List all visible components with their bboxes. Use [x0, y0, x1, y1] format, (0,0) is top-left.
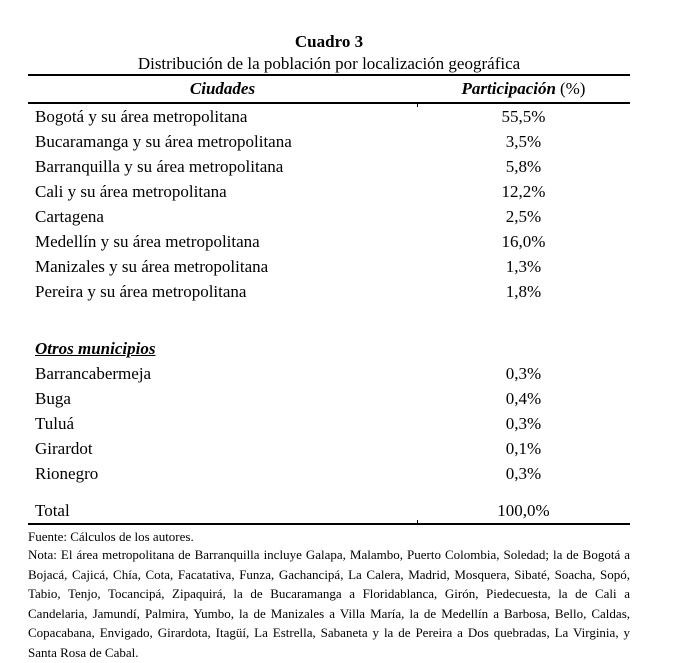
table-header-row [28, 74, 630, 104]
participation-cell: 0,3% [505, 363, 542, 383]
city-cell: Girardot [35, 438, 93, 458]
table-row [28, 279, 630, 304]
blank-row [28, 304, 630, 336]
table-bottom-rule [28, 523, 630, 525]
participacion-unit: (%) [559, 79, 586, 98]
city-cell: Bogotá y su área metropolitana [35, 106, 248, 126]
table-document [28, 0, 630, 662]
source-note: Fuente: Cálculos de los autores. [28, 529, 194, 544]
footnote: Nota: El área metropolitana de Barranquilla incluye Galapa, Malambo, Puerto Colombia, Soledad; la de Bogotá a Bojacá, Cajicá, Chía, Cota, Facatativa, Funza, Gachancipá, La Calera, Madrid, Mosquera, Sibaté, Soacha, Sopó, Tabio, Tenjo, Tocancipá, Zipaquirá, la de Bucaramanga a Floridablanca, Girón, Piedecuesta, la de Cali a Candelaria, Jamundí, Palmira, Yumbo, la de Manizales a Villa María, la de Medellín a Barbosa, Bello, Caldas, Copacabana, Envigado, Girardota, Itagüí, La Estrella, Sabaneta y la de Pereira a Dos quebradas, La Virginia, y Santa Rosa de Cabal. [28, 547, 630, 660]
participation-cell: 1,8% [505, 281, 542, 301]
section-header-otros-municipios: Otros municipios [35, 338, 156, 358]
column-divider-tick-top [417, 102, 418, 107]
title-block [28, 0, 630, 74]
participation-cell: 12,2% [501, 181, 546, 201]
city-cell: Buga [35, 388, 71, 408]
participation-cell: 0,1% [505, 438, 542, 458]
table-row [28, 129, 630, 154]
participacion-label: Participación [461, 79, 556, 98]
section-header-row [28, 336, 630, 361]
table-row [28, 386, 630, 411]
city-cell: Cartagena [35, 206, 104, 226]
participation-cell: 2,5% [505, 206, 542, 226]
column-header-participacion [417, 79, 630, 99]
city-cell: Rionegro [35, 463, 99, 483]
table-number-title: Cuadro 3 [294, 32, 364, 51]
participation-cell: 0,4% [505, 388, 542, 408]
total-label: Total [35, 500, 70, 520]
column-divider-tick-bottom [417, 520, 418, 525]
participation-cell: 55,5% [501, 106, 546, 126]
table-subtitle: Distribución de la población por localización geográfica [137, 54, 521, 73]
participation-cell: 5,8% [505, 156, 542, 176]
table-row [28, 254, 630, 279]
city-cell: Barrancabermeja [35, 363, 152, 383]
city-cell: Manizales y su área metropolitana [35, 256, 269, 276]
table-row [28, 179, 630, 204]
total-value: 100,0% [497, 500, 550, 520]
table-row [28, 411, 630, 436]
table-row [28, 104, 630, 129]
city-cell: Cali y su área metropolitana [35, 181, 227, 201]
table-row [28, 204, 630, 229]
city-cell: Tuluá [35, 413, 75, 433]
blank-row [28, 486, 630, 498]
table-row [28, 154, 630, 179]
city-cell: Barranquilla y su área metropolitana [35, 156, 284, 176]
table-row [28, 436, 630, 461]
participation-cell: 0,3% [505, 463, 542, 483]
data-table [28, 74, 630, 525]
table-row [28, 461, 630, 486]
participation-cell: 3,5% [505, 131, 542, 151]
city-cell: Pereira y su área metropolitana [35, 281, 247, 301]
participation-cell: 0,3% [505, 413, 542, 433]
city-cell: Bucaramanga y su área metropolitana [35, 131, 292, 151]
total-row [28, 498, 630, 523]
column-header-ciudades: Ciudades [189, 79, 256, 98]
participation-cell: 16,0% [501, 231, 546, 251]
participation-cell: 1,3% [505, 256, 542, 276]
table-row [28, 361, 630, 386]
table-row [28, 229, 630, 254]
city-cell: Medellín y su área metropolitana [35, 231, 260, 251]
